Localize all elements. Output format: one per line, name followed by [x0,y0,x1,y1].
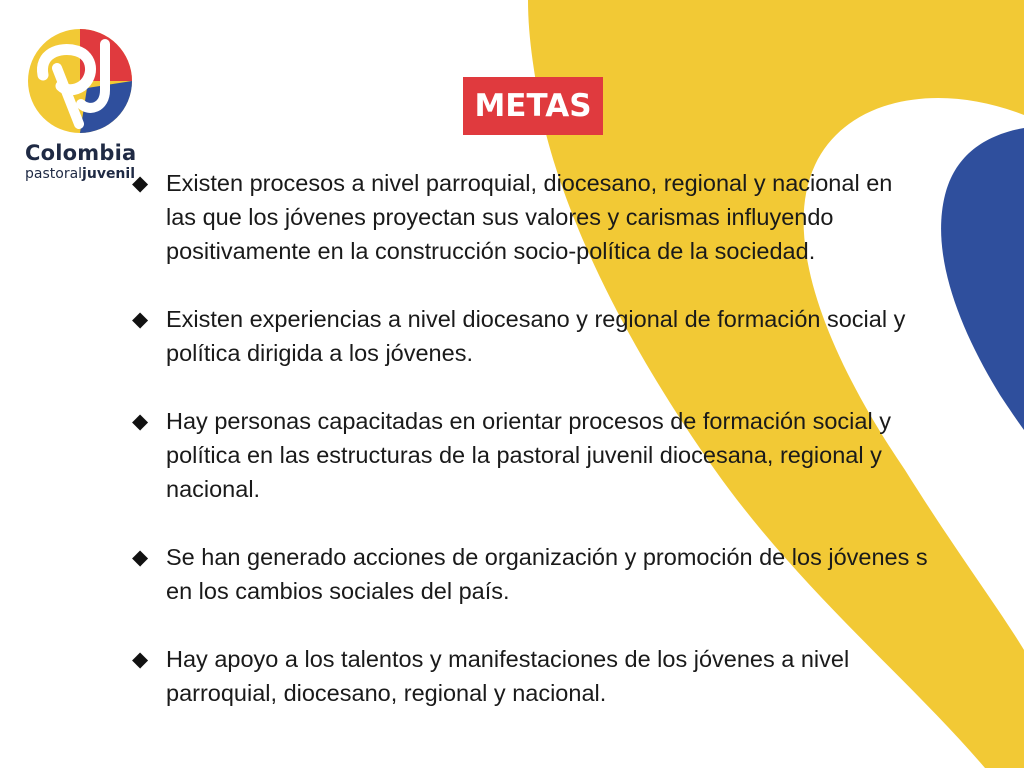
list-item [128,642,928,710]
diamond-bullet-icon: ◆ [132,545,149,569]
logo-subtitle-regular: pastoral [25,166,83,182]
blue-swoosh-shape [941,128,1024,430]
logo-subtitle-bold: juvenil [82,166,135,182]
list-item-text: Existen experiencias a nivel diocesano y regional de formación social y política dirigida a los jóvenes. [166,306,906,366]
diamond-bullet-icon: ◆ [132,409,149,433]
pastoral-juvenil-logo [22,28,142,188]
pj-logo-icon [27,28,135,136]
list-item [128,404,928,506]
list-item-text: Existen procesos a nivel parroquial, diocesano, regional y nacional en las que los jóvenes proyectan sus valores y carismas influyendo positivamente en la construcción socio-política de la sociedad. [166,170,893,264]
list-item [128,540,928,608]
list-item [128,302,928,370]
list-item-text: Se han generado acciones de organización y promoción de los jóvenes s en los cambios sociales del país. [166,544,928,604]
logo-subtitle [25,166,135,182]
diamond-bullet-icon: ◆ [132,171,149,195]
goals-list [128,166,928,710]
list-item-text: Hay apoyo a los talentos y manifestaciones de los jóvenes a nivel parroquial, diocesano, regional y nacional. [166,646,850,706]
list-item [128,166,928,268]
diamond-bullet-icon: ◆ [132,307,149,331]
logo-title: Colombia [25,141,137,165]
list-item-text: Hay personas capacitadas en orientar procesos de formación social y política en las estructuras de la pastoral juvenil diocesana, regional y nacional. [166,408,891,502]
diamond-bullet-icon: ◆ [132,647,149,671]
title-box [463,77,603,135]
slide-title: METAS [474,88,592,124]
